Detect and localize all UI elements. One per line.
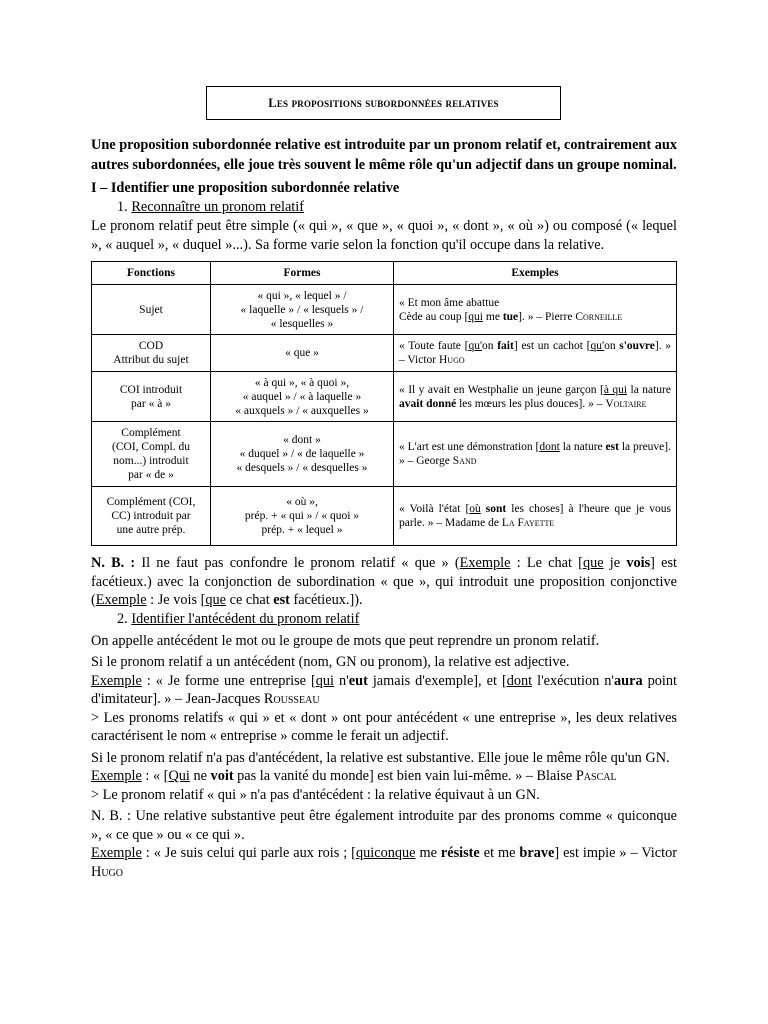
cell-exemple: « Et mon âme abattue Cède au coup [qui me tue]. » – Pierre Corneille: [394, 285, 677, 335]
intro-paragraph: Une proposition subordonnée relative est introduite par un pronom relatif et, contrairement aux autres subordonnées, elle joue très souvent le même rôle qu'un adjectif dans un groupe nominal.: [91, 137, 677, 173]
cell-exemple: « Il y avait en Westphalie un jeune garçon [à qui la nature avait donné les mœurs les plus douces]. » – Voltaire: [394, 372, 677, 422]
table-row: [92, 487, 677, 546]
cell-formes: « que »: [211, 335, 394, 372]
adjective-rule: Si le pronom relatif a un antécédent (nom, GN ou pronom), la relative est adjective.: [91, 654, 570, 670]
table-row: [92, 285, 677, 335]
cell-exemple: « Toute faute [qu'on fait] est un cachot [qu'on s'ouvre]. » – Victor Hugo: [394, 335, 677, 372]
section-heading: I – Identifier une proposition subordonnée relative: [91, 180, 400, 196]
table-header-row: [92, 262, 677, 285]
substantive-rule: Si le pronom relatif n'a pas d'antécédent, la relative est substantive. Elle joue le même rôle qu'un GN.: [91, 749, 670, 766]
relative-pronoun-paragraph: Le pronom relatif peut être simple (« qui », « que », « quoi », « dont », « où ») ou composé (« lequel », « auquel », « duquel »...). Sa forme varie selon la fonction qu'il occupe dans la relative.: [91, 218, 677, 253]
subsection-label: Reconnaître un pronom relatif: [131, 199, 305, 215]
cell-fonction: Complément (COI, Compl. du nom...) introduit par « de »: [92, 422, 211, 487]
functions-table: [91, 261, 677, 546]
table-header: Fonctions: [92, 262, 211, 285]
subsection-label: Identifier l'antécédent du pronom relatif: [131, 610, 360, 627]
document-body: [91, 136, 677, 881]
table-row: [92, 372, 677, 422]
example-pascal: Exemple : « [Qui ne voit pas la vanité du monde] est bien vain lui-même. » – Blaise Pascal: [91, 768, 617, 784]
cell-formes: « qui », « lequel » / « laquelle » / « lesquels » / « lesquelles »: [211, 285, 394, 335]
cell-fonction: Complément (COI, CC) introduit par une autre prép.: [92, 487, 211, 546]
subsection-number: 2.: [117, 610, 128, 627]
cell-fonction: COD Attribut du sujet: [92, 335, 211, 372]
cell-formes: « dont » « duquel » / « de laquelle » « desquels » / « desquelles »: [211, 422, 394, 487]
cell-fonction: COI introduit par « à »: [92, 372, 211, 422]
table-header: Formes: [211, 262, 394, 285]
cell-fonction: Sujet: [92, 285, 211, 335]
nota-bene-paragraph: N. B. : Il ne faut pas confondre le pronom relatif « que » (Exemple : Le chat [que je vois] est facétieux.) avec la conjonction de subordination « que », qui introduit une proposition conjonctive (Exemple : Je vois [que ce chat est facétieux.]).: [91, 555, 678, 608]
table-header: Exemples: [394, 262, 677, 285]
antecedent-definition: On appelle antécédent le mot ou le groupe de mots que peut reprendre un pronom relatif.: [91, 632, 600, 649]
page-title: Les propositions subordonnées relatives: [206, 86, 561, 120]
subsection-heading-1: [117, 198, 677, 217]
table-row: [92, 422, 677, 487]
subsection-number: 1.: [117, 199, 128, 215]
cell-formes: « à qui », « à quoi », « auquel » / « à laquelle » « auxquels » / « auxquelles »: [211, 372, 394, 422]
cell-exemple: « Voilà l'état [où sont les choses] à l'heure que je vous parle. » – Madame de La Fayette: [394, 487, 677, 546]
nota-bene-2: N. B. : Une relative substantive peut être également introduite par des pronoms comme « quiconque », « ce que » ou « ce qui ».: [91, 808, 677, 843]
example-rousseau: Exemple : « Je forme une entreprise [qui n'eut jamais d'exemple], et [dont l'exécution n'aura point d'imitateur]. » – Jean-Jacques Rousseau: [91, 672, 677, 707]
subsection-heading-2: [117, 610, 677, 629]
example-hugo: Exemple : « Je suis celui qui parle aux rois ; [quiconque me résiste et me brave] est impie » – Victor Hugo: [91, 845, 677, 880]
cell-formes: « où », prép. + « qui » / « quoi » prép. + « lequel »: [211, 487, 394, 546]
cell-exemple: « L'art est une démonstration [dont la nature est la preuve]. » – George Sand: [394, 422, 677, 487]
table-row: [92, 335, 677, 372]
explanation-paragraph-2: > Le pronom relatif « qui » n'a pas d'antécédent : la relative équivaut à un GN.: [91, 786, 540, 803]
explanation-paragraph: > Les pronoms relatifs « qui » et « dont » ont pour antécédent « une entreprise », les deux relatives caractérisent le nom « entreprise » comme le ferait un adjectif.: [91, 709, 677, 744]
nota-bene-label: N. B. :: [91, 555, 136, 571]
